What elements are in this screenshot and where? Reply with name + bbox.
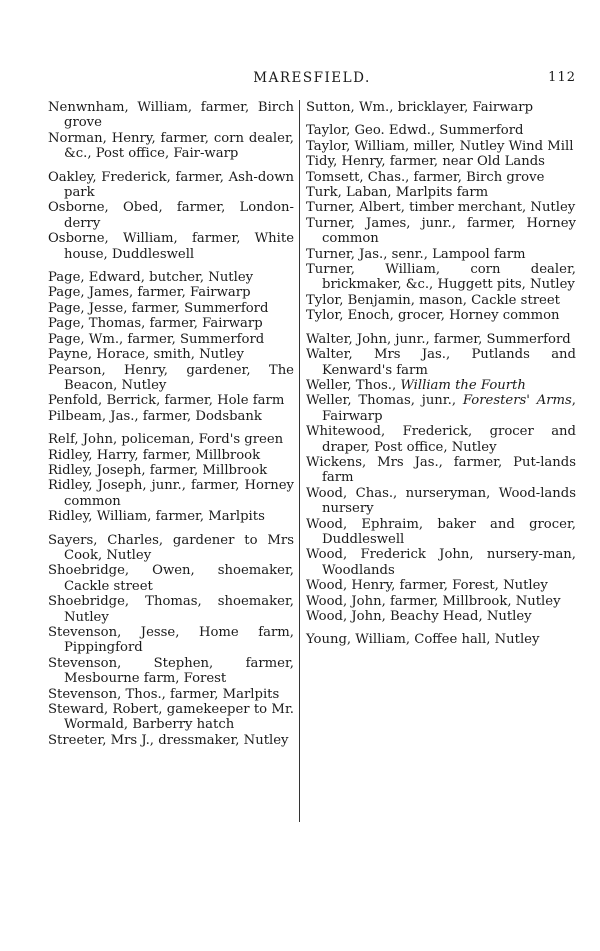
directory-entry xyxy=(48,509,294,524)
entry-text: Page, Thomas, farmer, Fairwarp xyxy=(48,316,263,332)
directory-entry xyxy=(48,363,294,394)
directory-entry xyxy=(306,139,576,154)
directory-entry xyxy=(48,316,294,331)
entry-text: Page, Wm., farmer, Summerford xyxy=(48,331,265,347)
entry-text: Turner, James, junr., farmer, Horney common xyxy=(306,215,576,247)
directory-entry xyxy=(48,594,294,625)
entry-text: Turk, Laban, Marlpits farm xyxy=(306,185,489,201)
directory-entry xyxy=(306,247,576,262)
entry-text: Streeter, Mrs J., dressmaker, Nutley xyxy=(48,732,289,748)
directory-entry xyxy=(306,393,576,424)
directory-entry xyxy=(306,424,576,455)
directory-entry xyxy=(48,625,294,656)
directory-entry xyxy=(306,262,576,293)
entry-text: Turner, Albert, timber merchant, Nutley xyxy=(306,200,576,216)
directory-entry xyxy=(306,200,576,215)
entry-inn-name: William the Fourth xyxy=(400,377,526,393)
entry-text: Ridley, Joseph, junr., farmer, Horney common xyxy=(48,478,294,509)
directory-entry xyxy=(306,609,576,624)
entry-text: Weller, Thos., xyxy=(306,377,401,393)
entry-text: Osborne, Obed, farmer, London-derry xyxy=(48,200,294,231)
entry-text: Page, Jesse, farmer, Summerford xyxy=(48,300,269,316)
directory-entry xyxy=(306,216,576,247)
directory-entry xyxy=(48,687,294,702)
entry-text: Wood, John, Beachy Head, Nutley xyxy=(306,609,532,624)
directory-entry xyxy=(306,517,576,548)
directory-entry xyxy=(306,308,576,323)
directory-entry xyxy=(306,332,576,347)
entry-text: Ridley, Joseph, farmer, Millbrook xyxy=(48,462,268,478)
directory-entry xyxy=(48,656,294,687)
directory-entry xyxy=(306,455,576,486)
entry-text: Stevenson, Jesse, Home farm, Pippingford xyxy=(48,625,294,656)
directory-entry xyxy=(48,347,294,362)
entry-text: Steward, Robert, gamekeeper to Mr. Wormald, Barberry hatch xyxy=(48,702,294,733)
entry-text: Ridley, Harry, farmer, Millbrook xyxy=(48,447,261,463)
entry-text: Young, William, Coffee hall, Nutley xyxy=(306,632,540,648)
entry-text: Wickens, Mrs Jas., farmer, Put-lands farm xyxy=(306,454,576,486)
entry-text: Taylor, William, miller, Nutley Wind Mill xyxy=(306,138,574,154)
entry-text: Walter, Mrs Jas., Putlands and Kenward's farm xyxy=(306,347,576,378)
entry-text: Taylor, Geo. Edwd., Summerford xyxy=(306,123,524,139)
entry-text: Oakley, Frederick, farmer, Ash-down park xyxy=(48,169,294,201)
directory-entry xyxy=(48,448,294,463)
entry-text: Stevenson, Thos., farmer, Marlpits xyxy=(48,686,280,702)
directory-entry xyxy=(48,478,294,509)
entry-text: Wood, Frederick John, nursery-man, Woodlands xyxy=(306,547,576,578)
entry-text: Shoebridge, Owen, shoemaker, Cackle street xyxy=(48,563,294,594)
directory-entry xyxy=(48,533,294,564)
directory-entry xyxy=(306,100,576,115)
entry-text: Page, James, farmer, Fairwarp xyxy=(48,285,251,301)
directory-entry xyxy=(48,432,294,447)
entry-text: Tomsett, Chas., farmer, Birch grove xyxy=(306,169,545,185)
directory-entry xyxy=(48,100,294,131)
directory-entry xyxy=(48,170,294,201)
directory-entry xyxy=(306,170,576,185)
entry-text: Turner, William, corn dealer, brickmaker, &c., Huggett pits, Nutley xyxy=(306,262,576,293)
entry-text: Relf, John, policeman, Ford's green xyxy=(48,432,284,448)
directory-entry xyxy=(306,293,576,308)
directory-entry xyxy=(48,563,294,594)
entry-text: Shoebridge, Thomas, shoemaker, Nutley xyxy=(48,594,294,625)
entry-text: Wood, Henry, farmer, Forest, Nutley xyxy=(306,578,548,594)
entry-text: Walter, John, junr., farmer, Summerford xyxy=(306,331,571,347)
column-divider xyxy=(299,100,300,822)
directory-entry xyxy=(48,131,294,162)
directory-entry xyxy=(306,578,576,593)
page-header xyxy=(48,70,576,92)
entry-text: Stevenson, Stephen, farmer, Mesbourne farm, Forest xyxy=(48,655,294,687)
entry-text: Turner, Jas., senr., Lampool farm xyxy=(306,246,526,262)
directory-entry xyxy=(48,702,294,733)
directory-entry xyxy=(48,270,294,285)
directory-entry xyxy=(48,301,294,316)
directory-entry xyxy=(48,285,294,300)
directory-entry xyxy=(306,347,576,378)
directory-entry xyxy=(306,154,576,169)
directory-entry xyxy=(306,547,576,578)
directory-entry xyxy=(48,332,294,347)
directory-entry xyxy=(306,378,576,393)
entry-text: Weller, Thomas, junr., xyxy=(306,393,463,409)
directory-column-right xyxy=(306,100,576,648)
directory-entry xyxy=(48,463,294,478)
directory-entry xyxy=(48,409,294,424)
directory-entry xyxy=(48,231,294,262)
entry-text: Tidy, Henry, farmer, near Old Lands xyxy=(306,154,545,170)
directory-entry xyxy=(306,486,576,517)
entry-text: Sayers, Charles, gardener to Mrs Cook, Nutley xyxy=(48,532,294,563)
directory-entry xyxy=(306,632,576,647)
entry-text: Page, Edward, butcher, Nutley xyxy=(48,270,254,286)
entry-text: Tylor, Enoch, grocer, Horney common xyxy=(306,308,560,324)
entry-text: Norman, Henry, farmer, corn dealer, &c., Post office, Fair-warp xyxy=(48,130,294,162)
entry-text: Sutton, Wm., bricklayer, Fairwarp xyxy=(306,100,534,115)
directory-entry xyxy=(48,393,294,408)
entry-text: Ridley, William, farmer, Marlpits xyxy=(48,509,265,525)
entry-text: Nenwnham, William, farmer, Birch grove xyxy=(48,100,294,131)
entry-inn-name: Foresters' Arms xyxy=(462,393,572,409)
directory-entry xyxy=(306,594,576,609)
entry-text: Wood, John, farmer, Millbrook, Nutley xyxy=(306,593,561,609)
directory-column-left xyxy=(48,100,294,748)
entry-text: Whitewood, Frederick, grocer and draper, Post office, Nutley xyxy=(306,424,576,455)
entry-text: Tylor, Benjamin, mason, Cackle street xyxy=(306,292,560,308)
entry-text: Wood, Ephraim, baker and grocer, Duddleswell xyxy=(306,516,576,547)
entry-text: Pilbeam, Jas., farmer, Dodsbank xyxy=(48,408,262,424)
entry-text: Penfold, Berrick, farmer, Hole farm xyxy=(48,393,285,409)
entry-text: Pearson, Henry, gardener, The Beacon, Nutley xyxy=(48,362,294,393)
page-number: 112 xyxy=(548,70,576,85)
directory-entry xyxy=(306,185,576,200)
entry-text-tail: , Fairwarp xyxy=(322,393,576,424)
entry-text: Osborne, William, farmer, White house, Duddleswell xyxy=(48,231,294,262)
directory-entry xyxy=(48,200,294,231)
page-title: MARESFIELD. xyxy=(253,70,371,86)
entry-text: Wood, Chas., nurseryman, Wood-lands nursery xyxy=(306,485,576,517)
entry-text: Payne, Horace, smith, Nutley xyxy=(48,347,244,363)
directory-entry xyxy=(306,123,576,138)
directory-entry xyxy=(48,733,294,748)
